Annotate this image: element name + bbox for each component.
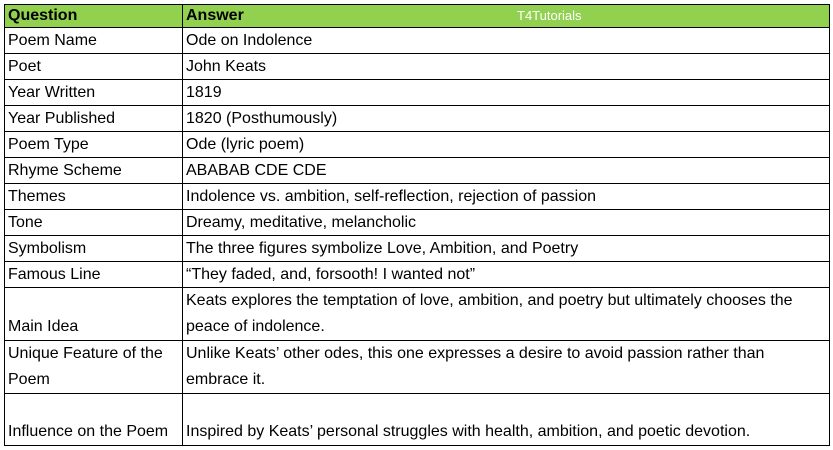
table-row	[5, 106, 830, 132]
question-cell[interactable]: Poem Type	[5, 132, 183, 158]
answer-cell[interactable]: ABABAB CDE CDE	[183, 158, 830, 184]
table-row	[5, 80, 830, 106]
answer-cell[interactable]: Dreamy, meditative, melancholic	[183, 210, 830, 236]
answer-cell[interactable]: Ode (lyric poem)	[183, 132, 830, 158]
answer-cell[interactable]: “They faded, and, forsooth! I wanted not”	[183, 262, 830, 288]
table-row	[5, 288, 830, 341]
table-row	[5, 262, 830, 288]
table-row	[5, 236, 830, 262]
header-question[interactable]: Question	[5, 5, 183, 28]
question-cell[interactable]: Unique Feature of the Poem	[5, 341, 183, 394]
table-row	[5, 341, 830, 394]
table-row	[5, 210, 830, 236]
answer-cell[interactable]: Unlike Keats’ other odes, this one expresses a desire to avoid passion rather than embrace it.	[183, 341, 830, 394]
qa-table	[4, 4, 830, 446]
answer-cell[interactable]: Inspired by Keats’ personal struggles with health, ambition, and poetic devotion.	[183, 394, 830, 446]
table-row	[5, 28, 830, 54]
table-row	[5, 184, 830, 210]
header-row	[5, 5, 830, 28]
question-cell[interactable]: Year Published	[5, 106, 183, 132]
header-answer[interactable]	[183, 5, 830, 28]
answer-cell[interactable]: John Keats	[183, 54, 830, 80]
question-cell[interactable]: Main Idea	[5, 288, 183, 341]
question-cell[interactable]: Influence on the Poem	[5, 394, 183, 446]
question-cell[interactable]: Symbolism	[5, 236, 183, 262]
answer-cell[interactable]: 1820 (Posthumously)	[183, 106, 830, 132]
table-row	[5, 158, 830, 184]
answer-cell[interactable]: 1819	[183, 80, 830, 106]
question-cell[interactable]: Poet	[5, 54, 183, 80]
question-cell[interactable]: Poem Name	[5, 28, 183, 54]
question-cell[interactable]: Year Written	[5, 80, 183, 106]
question-cell[interactable]: Famous Line	[5, 262, 183, 288]
header-answer-label: Answer	[186, 7, 244, 24]
table-row	[5, 394, 830, 446]
question-cell[interactable]: Rhyme Scheme	[5, 158, 183, 184]
table-row	[5, 54, 830, 80]
answer-cell[interactable]: The three figures symbolize Love, Ambition, and Poetry	[183, 236, 830, 262]
watermark-text: T4Tutorials	[517, 8, 582, 23]
answer-cell[interactable]: Indolence vs. ambition, self-reflection, rejection of passion	[183, 184, 830, 210]
table-row	[5, 132, 830, 158]
answer-cell[interactable]: Ode on Indolence	[183, 28, 830, 54]
answer-cell[interactable]: Keats explores the temptation of love, ambition, and poetry but ultimately chooses the peace of indolence.	[183, 288, 830, 341]
question-cell[interactable]: Tone	[5, 210, 183, 236]
question-cell[interactable]: Themes	[5, 184, 183, 210]
